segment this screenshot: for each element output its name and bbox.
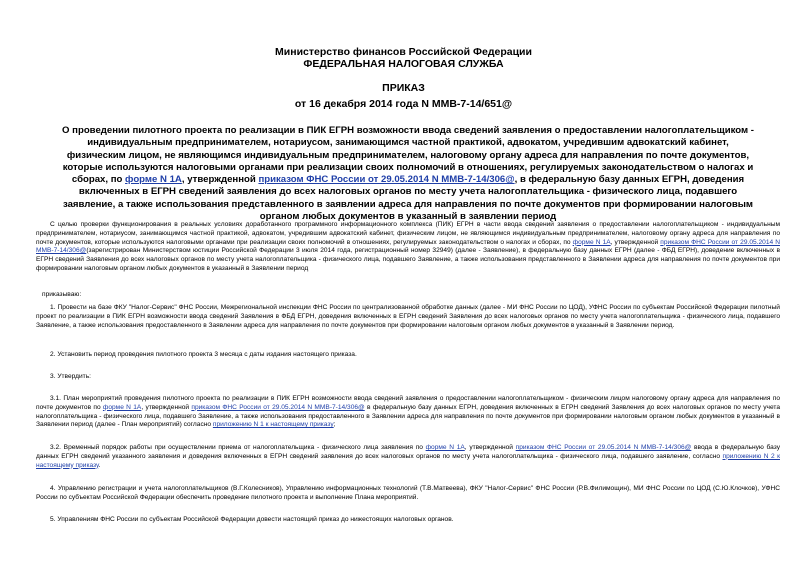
fns-order-link[interactable]: приказом ФНС России от 29.05.2014 N ММВ-7-14/306@ [515, 444, 692, 451]
form-1a-link[interactable]: форме N 1А [102, 403, 142, 411]
item-5: 5. Управлениям ФНС России по субъектам Российской Федерации довести настоящий приказ до нижестоящих налоговых органов. [50, 516, 454, 523]
appendix-2-link[interactable]: приложению N 2 к настоящему приказу [36, 452, 780, 469]
fns-order-link[interactable]: приказом ФНС России от 29.05.2014 N ММВ-7-14/306@ [258, 174, 515, 186]
item-1: 1. Провести на базе ФКУ "Налог-Сервис" ФНС России, Межрегиональной инспекции ФНС России по централизованной обработке данных (далее - МИ ФНС России по ЦОД), УФНС России по субъектам Российской Федерации пилотный проект по реализации в ПИК ЕГРН возможности ввода сведений Заявления в ФБД ЕГРН, доведения включенных в ЕГРН сведений Заявления до всех налоговых органов по месту учета налогоплательщика - физического лица, подавшего Заявление, а также использования предоставленного в Заявлении адреса для направления по почте документов при формировании налоговым органом любых документов в указанный в Заявлении период. [36, 304, 780, 329]
ministry-name: Министерство финансов Российской Федерации [275, 46, 532, 58]
document-date-number: от 16 декабря 2014 года N ММВ-7-14/651@ [294, 98, 513, 110]
form-1a-link[interactable]: форме N 1А [125, 174, 182, 186]
service-name: ФЕДЕРАЛЬНАЯ НАЛОГОВАЯ СЛУЖБА [303, 58, 504, 70]
order-word: приказываю: [42, 291, 82, 298]
item-3-1: 3.1. План мероприятий проведения пилотного проекта по реализации в ПИК ЕГРН возможности ввода сведений заявления о предоставлении налогоплательщиком - физическим лицом налоговому органу адреса для направления по почте документов по форме N 1А, утвержденной приказом ФНС России от 29.05.2014 N ММВ-7-14/306@ в федеральную базу данных ЕГРН, доведения включенных в ЕГРН сведений Заявления до всех налоговых органов по месту учета налогоплательщика - физического лица, подавшего Заявление, а также использования предоставленного в Заявлении адреса для направления по почте документов при формировании налоговым органом любых документов в указанный в Заявлении период (далее - План мероприятий) согласно приложению N 1 к настоящему приказу; [36, 395, 781, 429]
item-3-2: 3.2. Временный порядок работы при осуществлении приема от налогоплательщика - физического лица заявления по форме N 1А, утвержденной приказом ФНС России от 29.05.2014 N ММВ-7-14/306@ ввода в федеральную базу данных ЕГРН сведений указанного заявления и доведения включенных в ЕГРН сведений заявления до всех налоговых органов по месту учета налогоплательщика - физического лица, подавшего заявление, согласно приложению N 2 к настоящему приказу. [36, 444, 781, 469]
item-4: 4. Управлению регистрации и учета налогоплательщиков (В.Г.Колесников), Управлению информационных технологий (Т.В.Матвеева), ФКУ "Налог-Сервис" ФНС России (Р.В.Филимощин), МИ ФНС России по ЦОД (С.Ю.Клочков), УФНС России по субъектам Российской Федерации обеспечить проведение пилотного проекта и выполнение Плана мероприятий. [36, 485, 780, 501]
appendix-1-link[interactable]: приложению N 1 к настоящему приказу [212, 421, 334, 429]
item-2: 2. Установить период проведения пилотного проекта 3 месяца с даты издания настоящего приказа. [50, 351, 357, 358]
intro-paragraph: С целью проверки функционирования в реальных условиях доработанного программного информационного комплекса (ПИК) ЕГРН в части ввода сведений заявления о предоставлении налогоплательщиком - индивидуальным предпринимателем, нотариусом, занимающимся частной практикой, адвокатом, учредившим адвокатский кабинет, физическим лицом, не являющимся индивидуальным предпринимателем, налоговому органу адреса для направления по почте документов, которые используются налоговыми органами при реализации своих полномочий в отношениях, регулируемых законодательством о налогах и сборах, по форме N 1А, утвержденной приказом ФНС России от 29.05.2014 N ММВ-7-14/306@(зарегистрирован Министерством юстиции Российской Федерации 3 июля 2014 года, регистрационный номер 32949) (далее - Заявление), в федеральную базу данных ЕГРН (далее - ФБД ЕГРН), доведение включенных в ЕГРН сведений Заявления до всех налоговых органов по месту учета налогоплательщика - физического лица, подавшего Заявление, а также использования представленного в Заявлении адреса для направления по почте документов при формировании налоговым органом любых документов в указанный в Заявлении период [36, 221, 780, 272]
item-3: 3. Утвердить: [50, 373, 91, 380]
document-type: ПРИКАЗ [382, 82, 425, 94]
form-1a-link[interactable]: форме N 1А [572, 238, 611, 246]
fns-order-link[interactable]: приказом ФНС России от 29.05.2014 N ММВ-7-14/306@ [191, 403, 365, 411]
form-1a-link[interactable]: форме N 1А [425, 444, 465, 451]
fns-order-link[interactable]: приказом ФНС России от 29.05.2014 N ММВ-7-14/306@ [36, 238, 780, 255]
document-title: О проведении пилотного проекта по реализации в ПИК ЕГРН возможности ввода сведений заявления о предоставлении налогоплательщиком - индивидуальным предпринимателем, нотариусом, занимающимся частной практикой, адвокатом, учредившим адвокатский кабинет, физическим лицом, не являющимся индивидуальным предпринимателем, налоговому органу адреса для направления по почте документов, которые используются налоговыми органами при реализации своих полномочий в отношениях, регулируемых законодательством о налогах и сборах, по форме N 1А, утвержденной приказом ФНС России от 29.05.2014 N ММВ-7-14/306@, в федеральную базу данных ЕГРН, доведения включенных в ЕГРН сведений заявления до всех налоговых органов по месту учета налогоплательщика - физического лица, подавшего заявление, а также использования представленного в заявлении адреса для направления по почте документов при формировании налоговым органом любых документов в указанный в заявлении период [62, 125, 754, 223]
